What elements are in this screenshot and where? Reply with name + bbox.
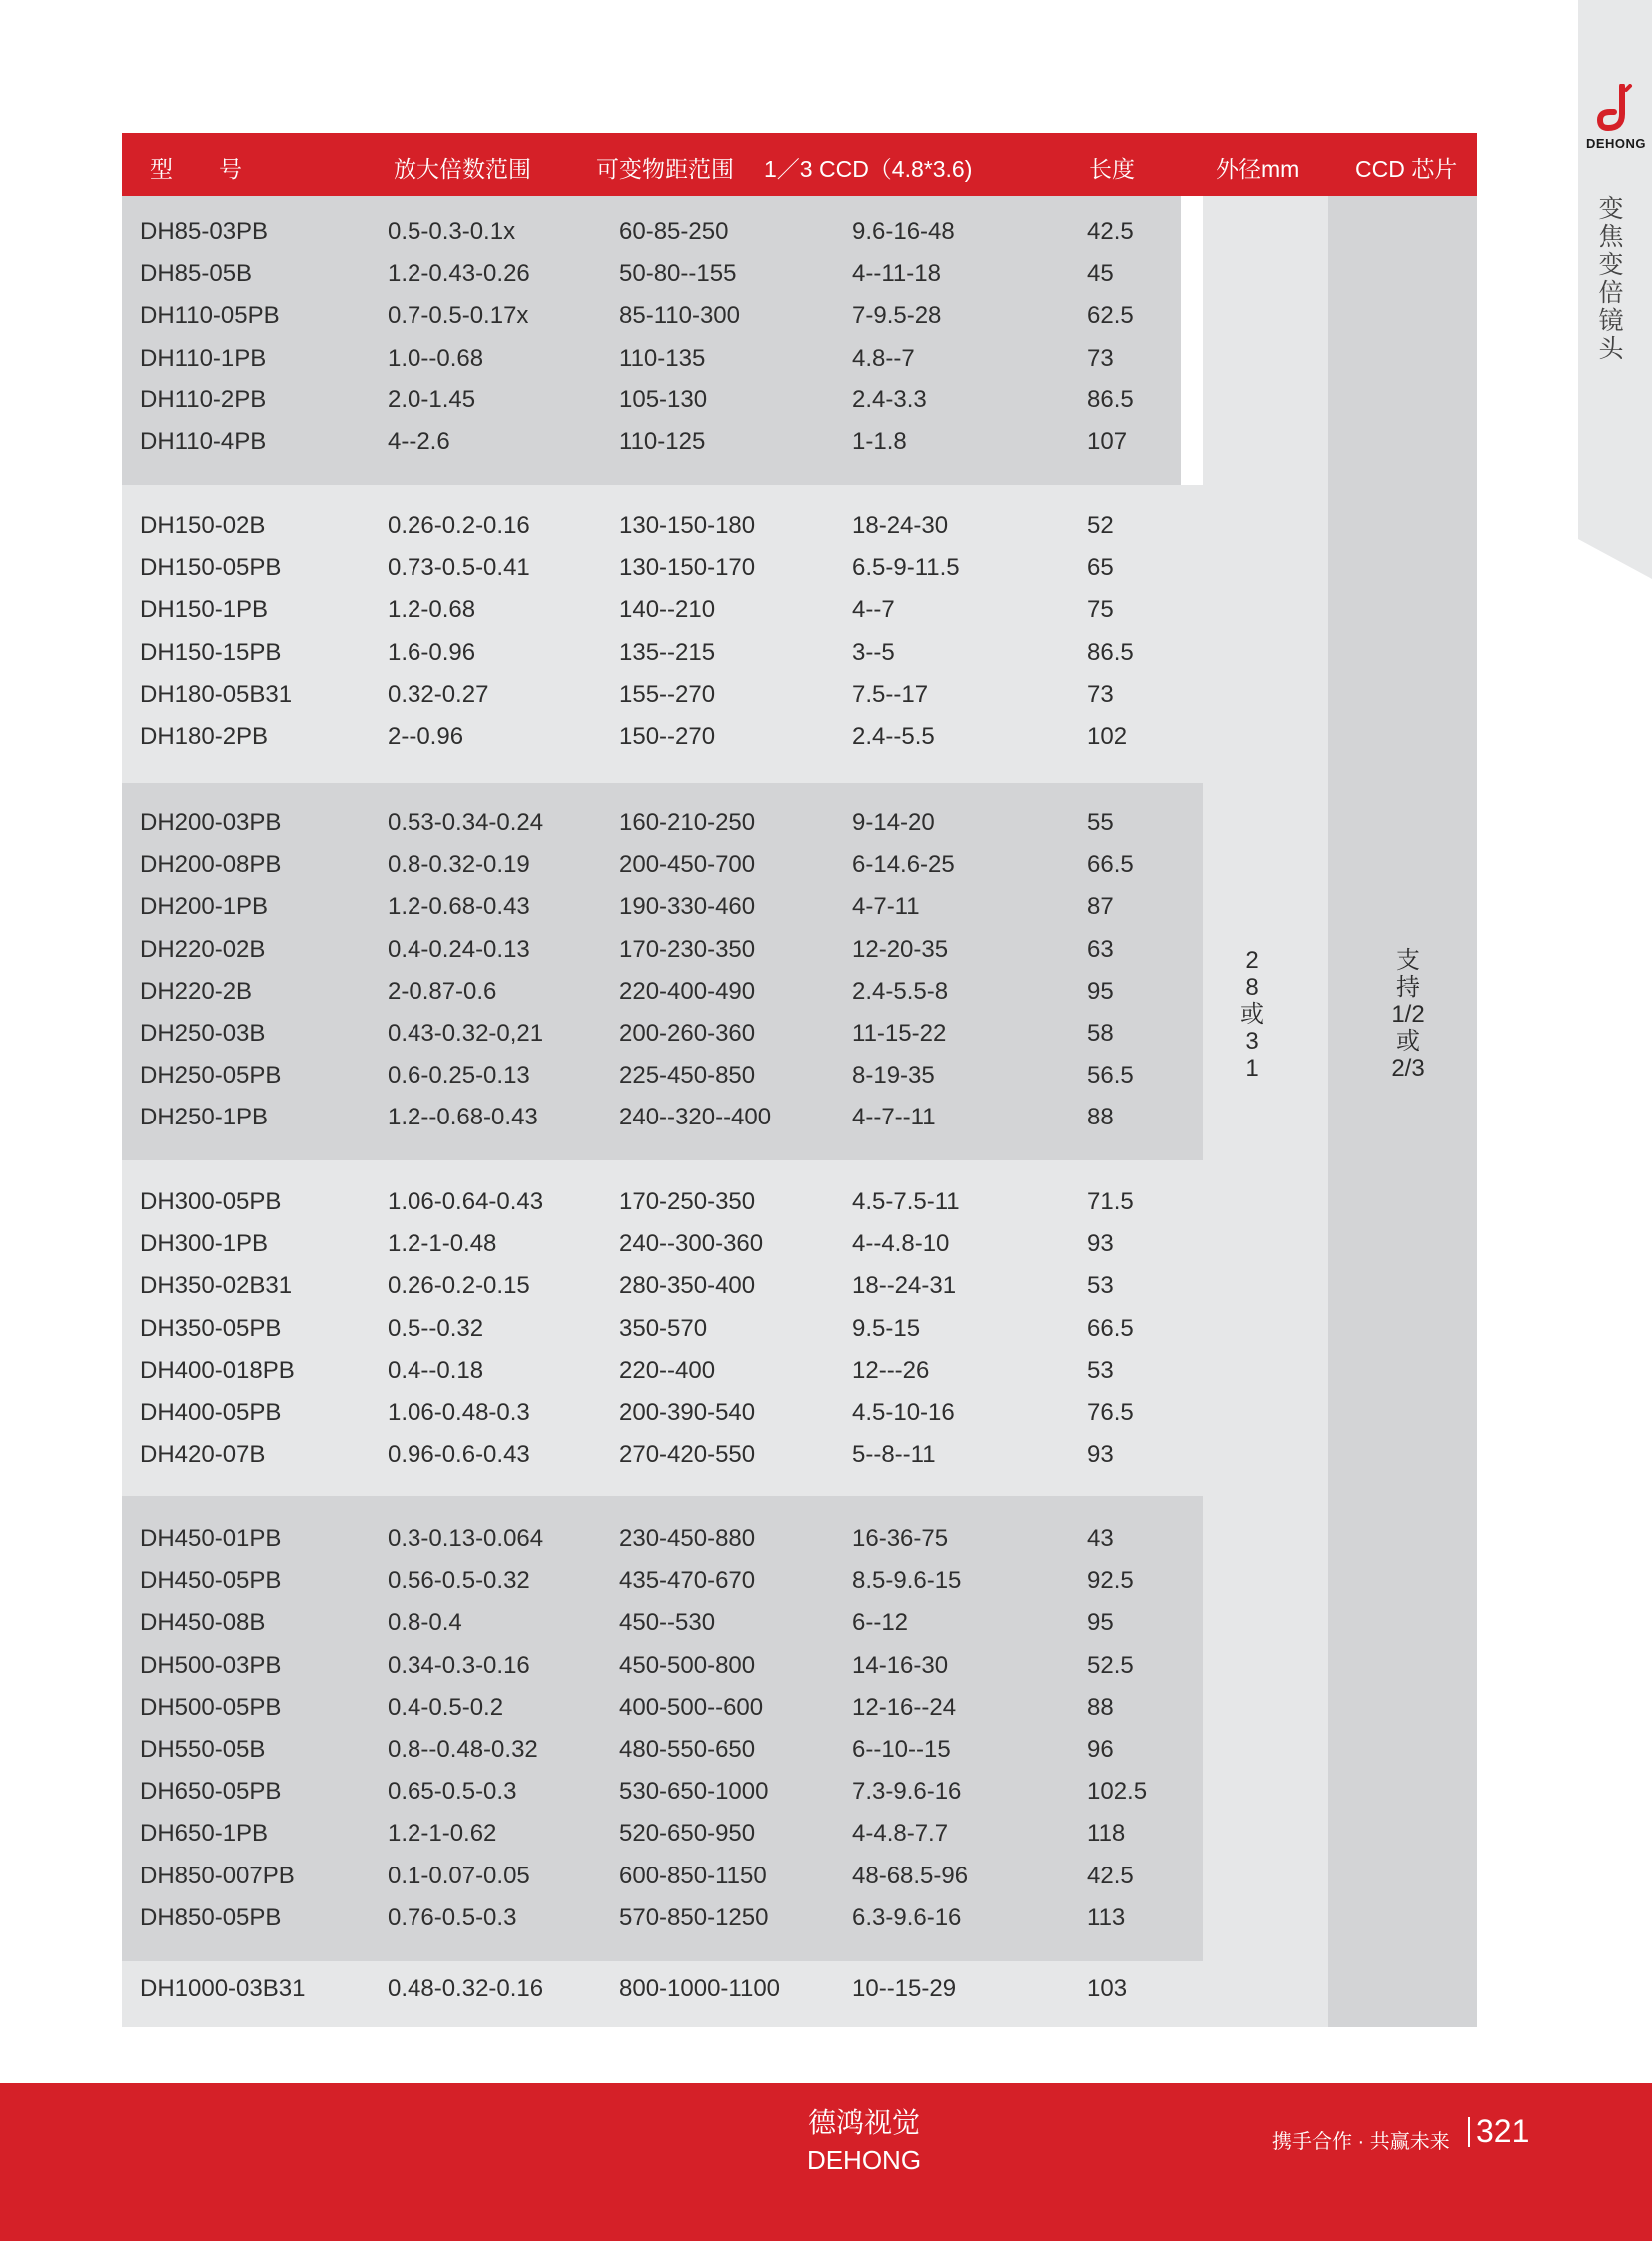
fov-cell: 4--4.8-10 xyxy=(852,1230,950,1258)
magnification-cell: 0.5--0.32 xyxy=(388,1314,484,1342)
length-cell: 95 xyxy=(1087,977,1114,1005)
magnification-cell: 1.2-0.43-0.26 xyxy=(388,260,530,288)
model-cell: DH180-2PB xyxy=(140,723,269,750)
model-cell: DH85-05B xyxy=(140,260,253,288)
side-label-char: 头 xyxy=(1598,335,1624,363)
object-distance-cell: 155--270 xyxy=(619,680,716,708)
object-distance-cell: 400-500--600 xyxy=(619,1693,764,1721)
magnification-cell: 1.6-0.96 xyxy=(388,638,476,666)
object-distance-cell: 150--270 xyxy=(619,723,716,750)
object-distance-cell: 220-400-490 xyxy=(619,977,756,1005)
length-cell: 103 xyxy=(1087,1975,1128,2002)
length-cell: 45 xyxy=(1087,260,1114,288)
model-cell: DH110-4PB xyxy=(140,428,267,455)
object-distance-cell: 105-130 xyxy=(619,385,708,413)
side-label-char: 焦 xyxy=(1598,223,1624,251)
fov-cell: 8.5-9.6-15 xyxy=(852,1567,962,1595)
fov-cell: 6-14.6-25 xyxy=(852,851,955,879)
object-distance-cell: 435-470-670 xyxy=(619,1567,756,1595)
magnification-cell: 2.0-1.45 xyxy=(388,385,476,413)
magnification-cell: 4--2.6 xyxy=(388,428,450,455)
length-cell: 58 xyxy=(1087,1020,1114,1047)
model-cell: DH1000-03B31 xyxy=(140,1975,306,2002)
object-distance-cell: 450--530 xyxy=(619,1609,716,1637)
fov-cell: 10--15-29 xyxy=(852,1975,957,2002)
magnification-cell: 2-0.87-0.6 xyxy=(388,977,497,1005)
object-distance-cell: 140--210 xyxy=(619,596,716,624)
magnification-cell: 1.06-0.48-0.3 xyxy=(388,1399,530,1426)
model-cell: DH110-2PB xyxy=(140,385,267,413)
model-cell: DH200-03PB xyxy=(140,809,282,836)
magnification-cell: 0.65-0.5-0.3 xyxy=(388,1778,517,1806)
object-distance-cell: 200-260-360 xyxy=(619,1020,756,1047)
footer-slogan: 携手合作 · 共赢未来 xyxy=(1272,2131,1450,2153)
length-cell: 93 xyxy=(1087,1441,1114,1469)
object-distance-cell: 110-135 xyxy=(619,344,706,372)
header-col-3: 1／3 CCD（4.8*3.6) xyxy=(764,156,973,182)
header-col-4: 长度 xyxy=(1089,156,1135,182)
length-cell: 71.5 xyxy=(1087,1188,1134,1215)
object-distance-cell: 200-390-540 xyxy=(619,1399,756,1426)
side-label-char: 变 xyxy=(1598,251,1624,279)
model-cell: DH150-02B xyxy=(140,512,266,539)
object-distance-cell: 480-550-650 xyxy=(619,1736,756,1763)
model-cell: DH150-05PB xyxy=(140,554,282,582)
length-cell: 65 xyxy=(1087,554,1114,582)
length-cell: 113 xyxy=(1087,1903,1126,1931)
object-distance-cell: 570-850-1250 xyxy=(619,1903,769,1931)
header-col-0: 型 号 xyxy=(150,156,242,182)
object-distance-cell: 85-110-300 xyxy=(619,302,740,330)
table-header xyxy=(122,133,1477,196)
fov-cell: 4--7 xyxy=(852,596,895,624)
model-cell: DH850-007PB xyxy=(140,1862,295,1889)
page-footer xyxy=(0,2083,1652,2241)
logo-text: DEHONG xyxy=(1585,136,1647,151)
length-cell: 75 xyxy=(1087,596,1114,624)
model-cell: DH500-03PB xyxy=(140,1651,282,1679)
object-distance-cell: 160-210-250 xyxy=(619,809,756,836)
fov-cell: 9.5-15 xyxy=(852,1314,921,1342)
object-distance-cell: 240--320--400 xyxy=(619,1104,772,1131)
model-cell: DH200-08PB xyxy=(140,851,282,879)
model-cell: DH650-1PB xyxy=(140,1820,269,1848)
model-cell: DH400-05PB xyxy=(140,1399,282,1426)
fov-cell: 12-20-35 xyxy=(852,935,949,963)
magnification-cell: 0.3-0.13-0.064 xyxy=(388,1525,544,1552)
model-cell: DH350-02B31 xyxy=(140,1272,293,1300)
length-cell: 63 xyxy=(1087,935,1114,963)
length-cell: 92.5 xyxy=(1087,1567,1134,1595)
length-cell: 52 xyxy=(1087,512,1114,539)
magnification-cell: 0.4--0.18 xyxy=(388,1356,484,1384)
dehong-logo xyxy=(1582,84,1650,151)
fov-cell: 8-19-35 xyxy=(852,1062,935,1090)
magnification-cell: 0.8--0.48-0.32 xyxy=(388,1736,538,1763)
header-col-1: 放大倍数范围 xyxy=(394,156,531,182)
fov-cell: 7.3-9.6-16 xyxy=(852,1778,962,1806)
object-distance-cell: 170-230-350 xyxy=(619,935,756,963)
model-cell: DH450-01PB xyxy=(140,1525,282,1552)
magnification-cell: 0.43-0.32-0,21 xyxy=(388,1020,544,1047)
object-distance-cell: 130-150-180 xyxy=(619,512,756,539)
fov-cell: 4--11-18 xyxy=(852,260,941,288)
magnification-cell: 2--0.96 xyxy=(388,723,464,750)
fov-cell: 12-16--24 xyxy=(852,1693,957,1721)
length-cell: 66.5 xyxy=(1087,1314,1134,1342)
length-cell: 86.5 xyxy=(1087,638,1134,666)
length-cell: 88 xyxy=(1087,1693,1114,1721)
fov-cell: 6--10--15 xyxy=(852,1736,951,1763)
object-distance-cell: 225-450-850 xyxy=(619,1062,756,1090)
model-cell: DH450-08B xyxy=(140,1609,266,1637)
length-cell: 88 xyxy=(1087,1104,1114,1131)
length-cell: 55 xyxy=(1087,809,1114,836)
magnification-cell: 0.8-0.32-0.19 xyxy=(388,851,530,879)
fov-cell: 4-4.8-7.7 xyxy=(852,1820,949,1848)
ccd-support-char: 或 xyxy=(1396,1028,1420,1055)
page-number: 321 xyxy=(1476,2113,1530,2149)
ccd-support-char: 1/2 xyxy=(1391,1001,1425,1028)
object-distance-cell: 190-330-460 xyxy=(619,893,756,921)
model-cell: DH250-05PB xyxy=(140,1062,282,1090)
ccd-support-char: 支 xyxy=(1396,947,1420,974)
magnification-cell: 0.48-0.32-0.16 xyxy=(388,1975,544,2002)
fov-cell: 18-24-30 xyxy=(852,512,949,539)
object-distance-cell: 60-85-250 xyxy=(619,218,729,245)
magnification-cell: 1.2-0.68-0.43 xyxy=(388,893,530,921)
magnification-cell: 0.34-0.3-0.16 xyxy=(388,1651,530,1679)
fov-cell: 6.5-9-11.5 xyxy=(852,554,960,582)
brand-name-en: DEHONG xyxy=(806,2145,922,2175)
model-cell: DH150-15PB xyxy=(140,638,282,666)
model-cell: DH550-05B xyxy=(140,1736,266,1763)
model-cell: DH400-018PB xyxy=(140,1356,295,1384)
magnification-cell: 0.26-0.2-0.15 xyxy=(388,1272,530,1300)
model-cell: DH180-05B31 xyxy=(140,680,293,708)
side-section-label xyxy=(1596,195,1626,363)
model-cell: DH110-1PB xyxy=(140,344,267,372)
object-distance-cell: 240--300-360 xyxy=(619,1230,764,1258)
length-cell: 118 xyxy=(1087,1820,1126,1848)
fov-cell: 14-16-30 xyxy=(852,1651,949,1679)
magnification-cell: 0.1-0.07-0.05 xyxy=(388,1862,530,1889)
magnification-cell: 1.2--0.68-0.43 xyxy=(388,1104,538,1131)
model-cell: DH220-2B xyxy=(140,977,253,1005)
length-cell: 42.5 xyxy=(1087,1862,1134,1889)
model-cell: DH420-07B xyxy=(140,1441,266,1469)
magnification-cell: 1.2-0.68 xyxy=(388,596,476,624)
fov-cell: 12---26 xyxy=(852,1356,930,1384)
model-cell: DH85-03PB xyxy=(140,218,269,245)
model-cell: DH850-05PB xyxy=(140,1903,282,1931)
fov-cell: 2.4-3.3 xyxy=(852,385,927,413)
object-distance-cell: 530-650-1000 xyxy=(619,1778,769,1806)
object-distance-cell: 800-1000-1100 xyxy=(619,1975,781,2002)
fov-cell: 16-36-75 xyxy=(852,1525,949,1552)
side-label-char: 镜 xyxy=(1598,307,1624,335)
length-cell: 73 xyxy=(1087,680,1114,708)
fov-cell: 1-1.8 xyxy=(852,428,907,455)
magnification-cell: 0.4-0.24-0.13 xyxy=(388,935,530,963)
magnification-cell: 0.73-0.5-0.41 xyxy=(388,554,530,582)
fov-cell: 2.4--5.5 xyxy=(852,723,935,750)
header-col-5: 外径mm xyxy=(1216,156,1300,182)
magnification-cell: 1.2-1-0.62 xyxy=(388,1820,497,1848)
magnification-cell: 0.5-0.3-0.1x xyxy=(388,218,516,245)
object-distance-cell: 135--215 xyxy=(619,638,716,666)
length-cell: 102 xyxy=(1087,723,1128,750)
length-cell: 76.5 xyxy=(1087,1399,1134,1426)
fov-cell: 48-68.5-96 xyxy=(852,1862,969,1889)
object-distance-cell: 270-420-550 xyxy=(619,1441,756,1469)
object-distance-cell: 230-450-880 xyxy=(619,1525,756,1552)
model-cell: DH300-1PB xyxy=(140,1230,269,1258)
model-cell: DH200-1PB xyxy=(140,893,269,921)
length-cell: 96 xyxy=(1087,1736,1114,1763)
fov-cell: 6--12 xyxy=(852,1609,909,1637)
outer-diameter-char: 1 xyxy=(1245,1055,1259,1082)
length-cell: 56.5 xyxy=(1087,1062,1134,1090)
fov-cell: 7-9.5-28 xyxy=(852,302,942,330)
fov-cell: 18--24-31 xyxy=(852,1272,957,1300)
length-cell: 52.5 xyxy=(1087,1651,1134,1679)
fov-cell: 9-14-20 xyxy=(852,809,935,836)
length-cell: 95 xyxy=(1087,1609,1114,1637)
object-distance-cell: 450-500-800 xyxy=(619,1651,756,1679)
model-cell: DH500-05PB xyxy=(140,1693,282,1721)
object-distance-cell: 200-450-700 xyxy=(619,851,756,879)
magnification-cell: 0.8-0.4 xyxy=(388,1609,462,1637)
magnification-cell: 1.2-1-0.48 xyxy=(388,1230,497,1258)
outer-diameter-value xyxy=(1203,947,1302,1082)
ccd-support-value xyxy=(1353,947,1463,1082)
object-distance-cell: 220--400 xyxy=(619,1356,716,1384)
object-distance-cell: 350-570 xyxy=(619,1314,708,1342)
fov-cell: 5--8--11 xyxy=(852,1441,936,1469)
model-cell: DH220-02B xyxy=(140,935,266,963)
length-cell: 107 xyxy=(1087,428,1128,455)
magnification-cell: 0.96-0.6-0.43 xyxy=(388,1441,530,1469)
dehong-logo-icon xyxy=(1596,84,1636,134)
length-cell: 42.5 xyxy=(1087,218,1134,245)
fov-cell: 4.8--7 xyxy=(852,344,915,372)
length-cell: 53 xyxy=(1087,1356,1114,1384)
ccd-support-char: 2/3 xyxy=(1391,1055,1425,1082)
object-distance-cell: 50-80--155 xyxy=(619,260,737,288)
model-cell: DH150-1PB xyxy=(140,596,269,624)
row-group-band xyxy=(122,1496,1203,1961)
length-cell: 62.5 xyxy=(1087,302,1134,330)
object-distance-cell: 600-850-1150 xyxy=(619,1862,767,1889)
magnification-cell: 0.26-0.2-0.16 xyxy=(388,512,530,539)
outer-diameter-char: 8 xyxy=(1245,974,1259,1001)
fov-cell: 2.4-5.5-8 xyxy=(852,977,949,1005)
side-label-char: 倍 xyxy=(1598,279,1624,307)
model-cell: DH350-05PB xyxy=(140,1314,282,1342)
length-cell: 66.5 xyxy=(1087,851,1134,879)
object-distance-cell: 110-125 xyxy=(619,428,706,455)
magnification-cell: 0.4-0.5-0.2 xyxy=(388,1693,504,1721)
fov-cell: 3--5 xyxy=(852,638,895,666)
fov-cell: 6.3-9.6-16 xyxy=(852,1903,962,1931)
magnification-cell: 0.6-0.25-0.13 xyxy=(388,1062,530,1090)
side-label-char: 变 xyxy=(1598,195,1624,223)
magnification-cell: 1.0--0.68 xyxy=(388,344,484,372)
model-cell: DH450-05PB xyxy=(140,1567,282,1595)
outer-diameter-char: 3 xyxy=(1245,1028,1259,1055)
object-distance-cell: 280-350-400 xyxy=(619,1272,756,1300)
ccd-support-char: 持 xyxy=(1396,974,1420,1001)
length-cell: 86.5 xyxy=(1087,385,1134,413)
model-cell: DH250-1PB xyxy=(140,1104,269,1131)
object-distance-cell: 520-650-950 xyxy=(619,1820,756,1848)
fov-cell: 7.5--17 xyxy=(852,680,929,708)
length-cell: 102.5 xyxy=(1087,1778,1148,1806)
length-cell: 53 xyxy=(1087,1272,1114,1300)
ccd-chip-column xyxy=(1328,196,1477,2027)
footer-divider xyxy=(1468,2117,1470,2147)
fov-cell: 4.5-10-16 xyxy=(852,1399,955,1426)
outer-diameter-column xyxy=(1203,196,1328,2027)
length-cell: 43 xyxy=(1087,1525,1114,1552)
magnification-cell: 0.53-0.34-0.24 xyxy=(388,809,544,836)
model-cell: DH300-05PB xyxy=(140,1188,282,1215)
outer-diameter-char: 或 xyxy=(1240,1001,1264,1028)
magnification-cell: 0.56-0.5-0.32 xyxy=(388,1567,530,1595)
fov-cell: 4-7-11 xyxy=(852,893,920,921)
outer-diameter-char: 2 xyxy=(1245,947,1259,974)
brand-name-cn: 德鸿视觉 xyxy=(807,2107,920,2138)
length-cell: 87 xyxy=(1087,893,1114,921)
header-col-6: CCD 芯片 xyxy=(1355,156,1458,182)
object-distance-cell: 170-250-350 xyxy=(619,1188,756,1215)
object-distance-cell: 130-150-170 xyxy=(619,554,756,582)
model-cell: DH650-05PB xyxy=(140,1778,282,1806)
magnification-cell: 1.06-0.64-0.43 xyxy=(388,1188,544,1215)
model-cell: DH250-03B xyxy=(140,1020,266,1047)
magnification-cell: 0.76-0.5-0.3 xyxy=(388,1903,517,1931)
header-col-2: 可变物距范围 xyxy=(596,156,734,182)
length-cell: 73 xyxy=(1087,344,1114,372)
fov-cell: 4.5-7.5-11 xyxy=(852,1188,960,1215)
fov-cell: 11-15-22 xyxy=(852,1020,947,1047)
length-cell: 93 xyxy=(1087,1230,1114,1258)
fov-cell: 9.6-16-48 xyxy=(852,218,955,245)
fov-cell: 4--7--11 xyxy=(852,1104,936,1131)
magnification-cell: 0.32-0.27 xyxy=(388,680,489,708)
model-cell: DH110-05PB xyxy=(140,302,280,330)
magnification-cell: 0.7-0.5-0.17x xyxy=(388,302,529,330)
